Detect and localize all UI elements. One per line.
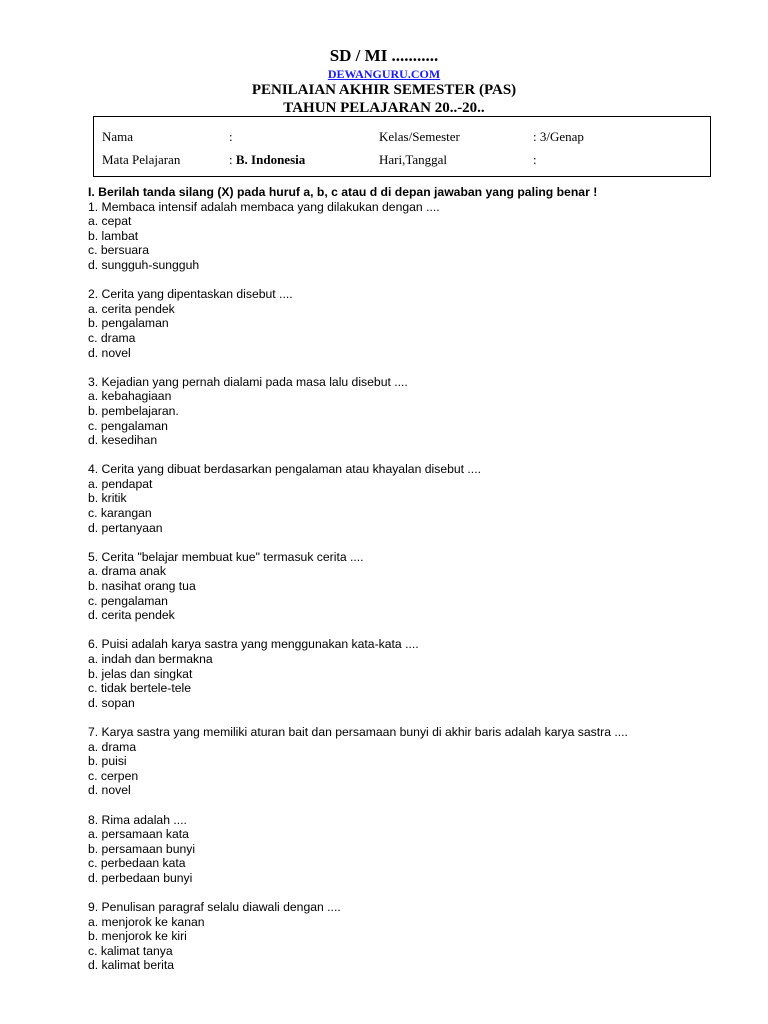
question-item	[88, 200, 728, 273]
answer-option[interactable]: d. sungguh-sungguh	[88, 257, 200, 272]
question-item	[88, 725, 728, 798]
info-row-1	[94, 129, 710, 145]
question-text: 9. Penulisan paragraf selalu diawali dengan ....	[88, 900, 341, 915]
question-text: 4. Cerita yang dibuat berdasarkan pengalaman atau khayalan disebut ....	[88, 462, 481, 477]
nama-label: Nama	[102, 129, 134, 144]
answer-option[interactable]: b. nasihat orang tua	[88, 579, 196, 594]
academic-year: TAHUN PELAJARAN 20..-20..	[283, 100, 485, 116]
question-item	[88, 813, 728, 886]
question-text: 7. Karya sastra yang memiliki aturan bait dan persamaan bunyi di akhir baris adalah karya sastra ....	[88, 724, 628, 739]
mapel-colon: :	[229, 152, 236, 167]
answer-option[interactable]: c. bersuara	[88, 243, 149, 258]
answer-option[interactable]: a. cepat	[88, 214, 132, 229]
answer-option[interactable]: c. drama	[88, 330, 136, 345]
question-item	[88, 462, 728, 535]
answer-option[interactable]: d. perbedaan bunyi	[88, 870, 193, 885]
answer-option[interactable]: d. kesedihan	[88, 433, 158, 448]
question-text: 5. Cerita "belajar membuat kue" termasuk cerita ....	[88, 549, 364, 564]
question-item	[88, 637, 728, 710]
answer-option[interactable]: a. pendapat	[88, 476, 153, 491]
kelas-value: : 3/Genap	[533, 129, 584, 144]
answer-option[interactable]: b. menjorok ke kiri	[88, 929, 187, 944]
answer-option[interactable]: c. kalimat tanya	[88, 943, 173, 958]
question-item	[88, 287, 728, 360]
question-item	[88, 550, 728, 623]
answer-option[interactable]: b. persamaan bunyi	[88, 841, 196, 856]
question-text: 1. Membaca intensif adalah membaca yang dilakukan dengan ....	[88, 199, 440, 214]
answer-option[interactable]: b. kritik	[88, 491, 127, 506]
answer-option[interactable]: c. tidak bertele-tele	[88, 681, 191, 696]
answer-option[interactable]: a. menjorok ke kanan	[88, 914, 205, 929]
answer-option[interactable]: a. drama anak	[88, 564, 166, 579]
answer-option[interactable]: c. pengalaman	[88, 418, 168, 433]
question-list	[88, 200, 728, 973]
question-section	[88, 185, 728, 973]
question-text: 2. Cerita yang dipentaskan disebut ....	[88, 287, 293, 302]
answer-option[interactable]: d. kalimat berita	[88, 958, 175, 973]
mapel-label: Mata Pelajaran	[102, 152, 181, 167]
answer-option[interactable]: a. persamaan kata	[88, 827, 189, 842]
hari-label: Hari,Tanggal	[379, 152, 448, 167]
answer-option[interactable]: a. drama	[88, 739, 137, 754]
answer-option[interactable]: b. puisi	[88, 754, 127, 769]
school-heading: SD / MI ...........	[329, 46, 439, 65]
answer-option[interactable]: d. cerita pendek	[88, 608, 175, 623]
answer-option[interactable]: a. kebahagiaan	[88, 389, 172, 404]
question-item	[88, 900, 728, 973]
hari-field: :	[533, 152, 537, 167]
student-info-box	[93, 116, 711, 177]
question-item	[88, 375, 728, 448]
question-text: 3. Kejadian yang pernah dialami pada masa lalu disebut ....	[88, 374, 408, 389]
nama-field: :	[229, 129, 233, 144]
instruction-text: I. Berilah tanda silang (X) pada huruf a, b, c atau d di depan jawaban yang paling benar !	[88, 185, 598, 199]
site-link[interactable]: DEWANGURU.COM	[327, 67, 441, 81]
answer-option[interactable]: a. indah dan bermakna	[88, 652, 213, 666]
question-text: 8. Rima adalah ....	[88, 812, 187, 827]
mapel-value: B. Indonesia	[235, 152, 306, 167]
answer-option[interactable]: c. cerpen	[88, 768, 139, 783]
question-text: 6. Puisi adalah karya sastra yang menggunakan kata-kata ....	[88, 637, 419, 652]
answer-option[interactable]: a. cerita pendek	[88, 301, 175, 316]
info-row-2	[94, 152, 710, 168]
kelas-label: Kelas/Semester	[379, 129, 460, 144]
answer-option[interactable]: b. pengalaman	[88, 316, 169, 331]
answer-option[interactable]: d. sopan	[88, 695, 135, 710]
exam-title: PENILAIAN AKHIR SEMESTER (PAS)	[251, 82, 517, 98]
answer-option[interactable]: d. novel	[88, 783, 131, 798]
answer-option[interactable]: b. lambat	[88, 228, 139, 243]
answer-option[interactable]: c. karangan	[88, 506, 152, 521]
answer-option[interactable]: b. jelas dan singkat	[88, 666, 193, 681]
answer-option[interactable]: b. pembelajaran.	[88, 403, 179, 418]
answer-option[interactable]: d. novel	[88, 345, 131, 360]
mapel-value-wrap	[229, 152, 305, 168]
answer-option[interactable]: d. pertanyaan	[88, 520, 163, 535]
answer-option[interactable]: c. perbedaan kata	[88, 856, 186, 871]
answer-option[interactable]: c. pengalaman	[88, 593, 168, 608]
